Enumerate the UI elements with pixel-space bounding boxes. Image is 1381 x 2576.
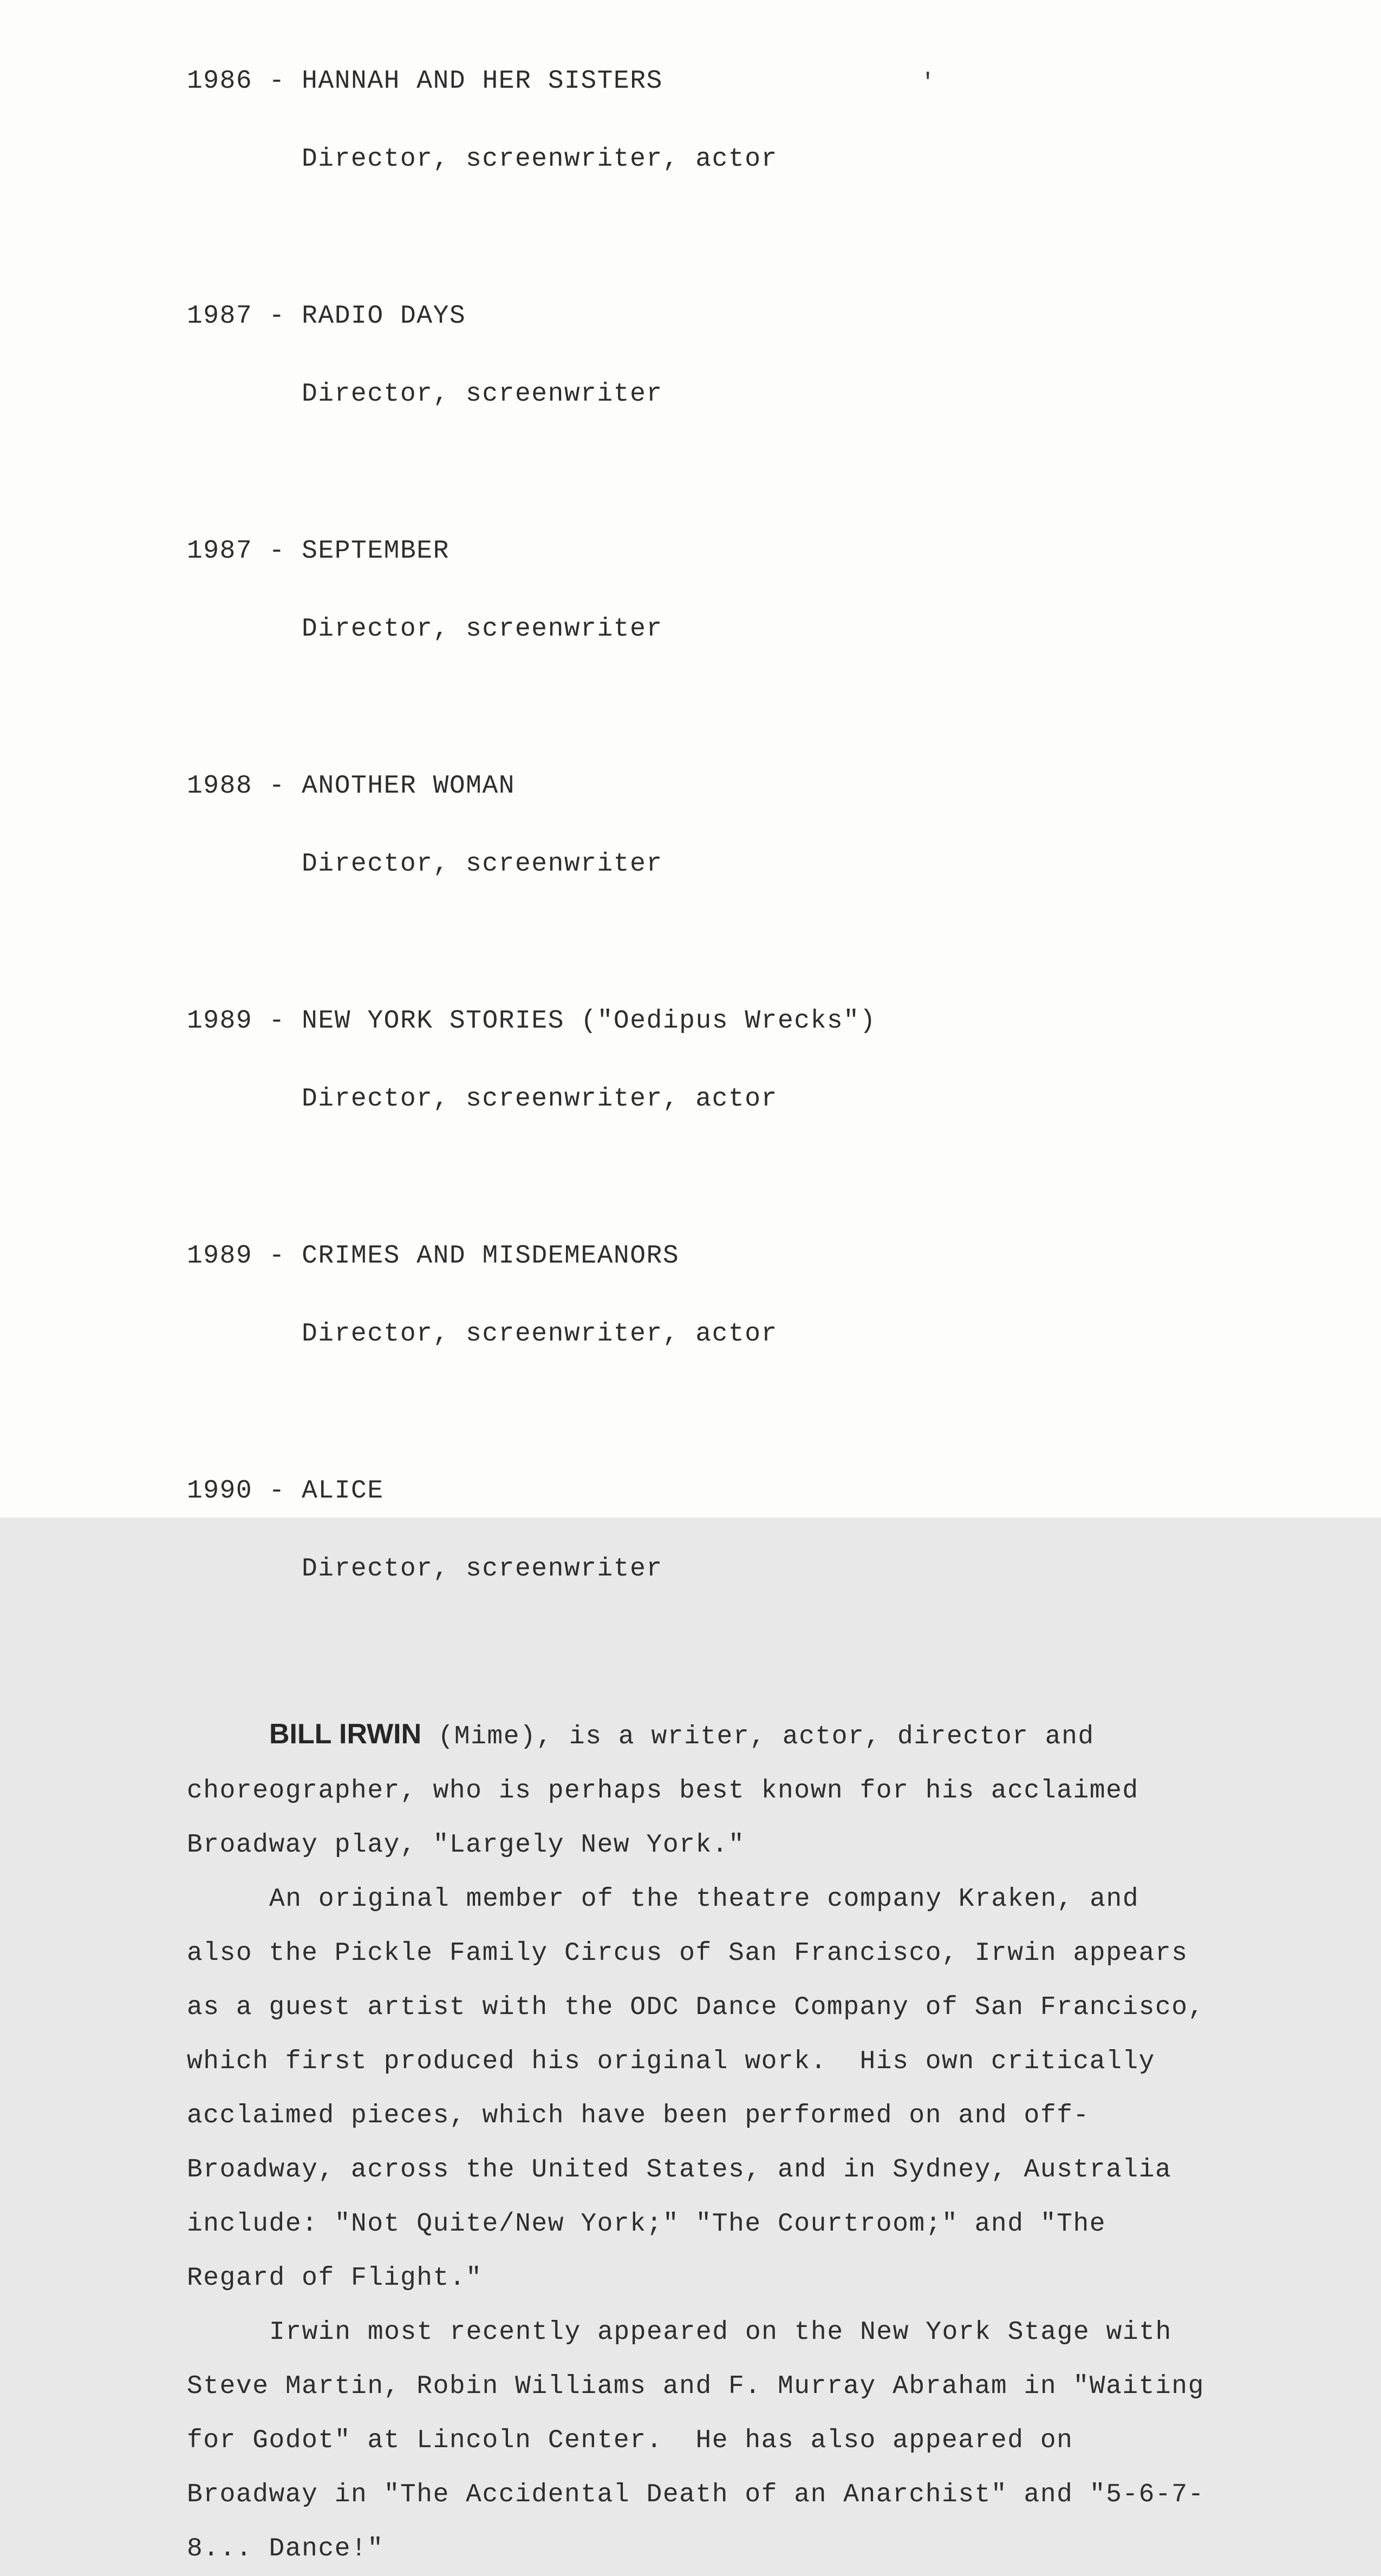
bio-line: as a guest artist with the ODC Dance Company of San Francisco,	[187, 1993, 1204, 2022]
bio-line-first	[187, 1707, 1381, 1764]
bio-line: Regard of Flight."	[187, 2264, 483, 2293]
credit-roles: Director, screenwriter, actor	[302, 1084, 778, 1114]
credit-year-title: 1986 - HANNAH AND HER SISTERS	[187, 67, 663, 96]
person-name: BILL IRWIN	[269, 1718, 422, 1750]
filmography-entry	[187, 16, 1381, 224]
bio-line-rest: (Mime), is a writer, actor, director and	[421, 1722, 1095, 1751]
credit-year-title: 1988 - ANOTHER WOMAN	[187, 772, 516, 801]
bio-line: also the Pickle Family Circus of San Francisco, Irwin appears	[187, 1939, 1188, 1968]
credit-year-title: 1990 - ALICE	[187, 1476, 384, 1506]
credit-roles: Director, screenwriter, actor	[302, 145, 778, 174]
bio-line: Broadway in "The Accidental Death of an Anarchist" and "5-6-7-	[187, 2480, 1204, 2509]
credit-year-title: 1989 - CRIMES AND MISDEMEANORS	[187, 1241, 680, 1271]
credit-year-title: 1989 - NEW YORK STORIES ("Oedipus Wrecks")	[187, 1006, 876, 1036]
bio-line: Broadway play, "Largely New York."	[187, 1830, 745, 1860]
stray-ink-mark: '	[921, 69, 935, 96]
credit-roles: Director, screenwriter	[302, 849, 663, 879]
credit-roles: Director, screenwriter	[302, 1554, 663, 1584]
bio-line-paragraph-start: Irwin most recently appeared on the New York Stage with	[269, 2318, 1172, 2347]
bio-line: choreographer, who is perhaps best known for his acclaimed	[187, 1776, 1139, 1806]
bio-line: which first produced his original work. His own critically	[187, 2047, 1155, 2076]
bio-line: Broadway, across the United States, and in Sydney, Australia	[187, 2155, 1172, 2185]
bio-line: Steve Martin, Robin Williams and F. Murray Abraham in "Waiting	[187, 2372, 1204, 2401]
bio-line: acclaimed pieces, which have been performed on and off-	[187, 2101, 1090, 2130]
bio-line: include: "Not Quite/New York;" "The Courtroom;" and "The	[187, 2209, 1106, 2239]
filmography-entry	[187, 721, 1381, 929]
bio-line: for Godot" at Lincoln Center. He has also appeared on	[187, 2426, 1073, 2455]
filmography-entry	[187, 956, 1381, 1164]
bio-line: 8... Dance!"	[187, 2534, 384, 2564]
credit-year-title: 1987 - SEPTEMBER	[187, 537, 450, 566]
credit-roles: Director, screenwriter	[302, 614, 663, 644]
filmography-entry	[187, 486, 1381, 694]
credit-roles: Director, screenwriter, actor	[302, 1319, 778, 1349]
filmography-entry	[187, 1191, 1381, 1399]
credit-roles: Director, screenwriter	[302, 380, 663, 409]
filmography-list	[187, 16, 1381, 1634]
filmography-entry	[187, 1426, 1381, 1634]
filmography-entry	[187, 251, 1381, 459]
bio-section	[187, 1707, 1381, 2576]
bio-line-paragraph-start: An original member of the theatre company Kraken, and	[269, 1885, 1139, 1914]
credit-year-title: 1987 - RADIO DAYS	[187, 302, 466, 331]
